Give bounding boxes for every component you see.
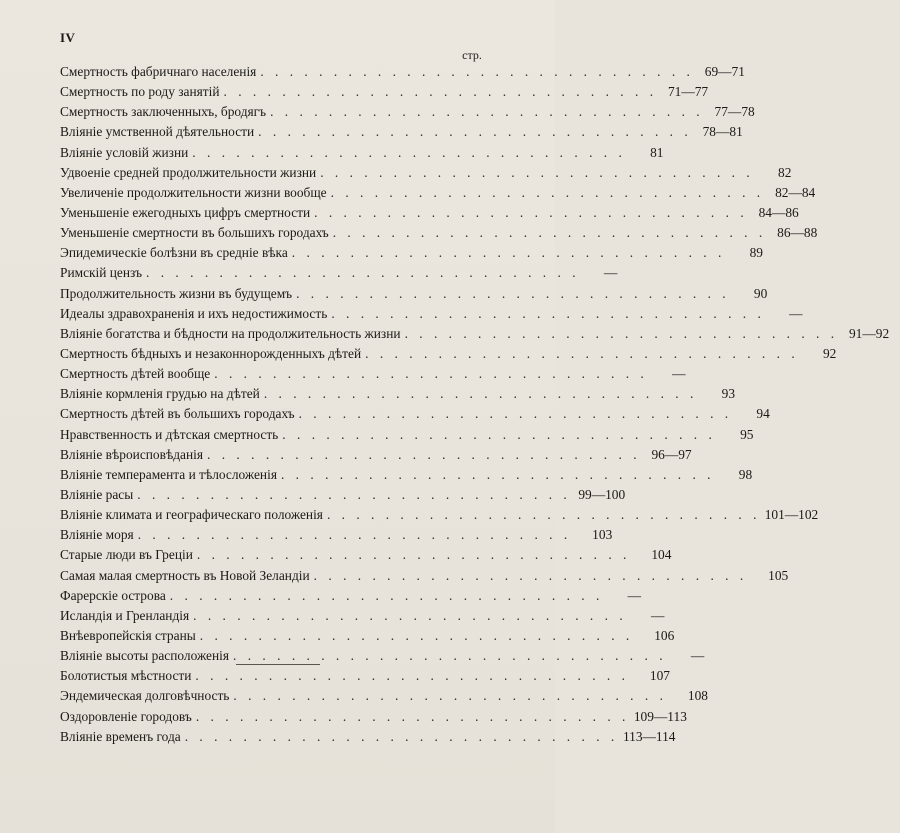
toc-entry	[60, 203, 799, 223]
toc-entry-title: Вліяніе умственной дѣятельности	[60, 124, 255, 140]
toc-entry	[60, 183, 816, 203]
dot-leader: . . . . . . . . . . . . . . . . . . . . . . . . . . . . . .	[196, 547, 631, 563]
toc-entry-pages: —	[690, 648, 705, 664]
dot-leader: . . . . . . . . . . . . . . . . . . . . . . . . . . . . . .	[214, 366, 648, 382]
dot-leader: . . . . . . . . . . . . . . . . . . . . . . . . . . . . . .	[270, 104, 704, 120]
dot-leader: . . . . . . . . . . . . . . . . . . . . . . . . . . . . . .	[199, 627, 634, 643]
dot-leader: . . . . . . . . . . . . . . . . . . . . . . . . . . . . . .	[320, 164, 754, 180]
dot-leader: . . . . . . . . . . . . . . . . . . . . . . . . . . . . . .	[404, 325, 839, 341]
dot-leader: . . . . . . . . . . . . . . . . . . . . . . . . . . . . . .	[314, 204, 748, 220]
toc-entry	[60, 404, 770, 424]
toc-entry	[60, 143, 664, 163]
toc-entry-title: Вліяніе вѣроисповѣданія	[60, 446, 204, 462]
dot-leader: . . . . . . . . . . . . . . . . . . . . . . . . . . . . . .	[184, 728, 619, 744]
dot-leader: . . . . . . . . . . . . . . . . . . . . . . . . . . . . . .	[326, 507, 761, 523]
toc-entry-pages: 86—88	[777, 225, 818, 241]
toc-entry	[60, 284, 768, 304]
toc-entry-pages: 95	[740, 426, 754, 442]
toc-entry-pages: 106	[654, 627, 675, 643]
toc-entry-pages: 81	[650, 144, 664, 160]
toc-entry-pages: 69—71	[704, 64, 745, 79]
toc-entry	[60, 545, 672, 565]
dot-leader: . . . . . . . . . . . . . . . . . . . . . . . . . . . . . .	[233, 648, 667, 664]
closing-rule	[236, 664, 320, 665]
toc-entry	[60, 102, 755, 122]
toc-entry-title: Уменьшеніе ежегодныхъ цифръ смертности	[60, 204, 311, 220]
toc-entry	[60, 626, 675, 646]
toc-entry-title: Вліяніе климата и географическаго положенія	[60, 507, 323, 523]
toc-entry-pages: 91—92	[848, 325, 890, 341]
toc-entry-title: Нравственность и дѣтская смертность	[60, 426, 279, 442]
toc-entry-title: Старые люди въ Греціи	[60, 547, 193, 563]
toc-entry-pages: 99—100	[578, 486, 626, 502]
toc-entry	[60, 263, 618, 283]
toc-entry-pages: —	[672, 366, 686, 382]
toc-entry	[60, 82, 709, 102]
toc-entry	[60, 344, 837, 364]
dot-leader: . . . . . . . . . . . . . . . . . . . . . . . . . . . . . .	[258, 124, 692, 140]
toc-entry	[60, 505, 819, 525]
toc-entry-title: Смертность фабричнаго населенія	[60, 64, 257, 79]
page-number: IV	[60, 30, 76, 45]
toc-entry	[60, 707, 687, 727]
dot-leader: . . . . . . . . . . . . . . . . . . . . . . . . . . . . . .	[207, 446, 641, 462]
toc-entry-title: Самая малая смертность въ Новой Зеландіи	[60, 567, 310, 583]
toc-entry-pages: 90	[753, 285, 768, 301]
dot-leader: . . . . . . . . . . . . . . . . . . . . . . . . . . . . . .	[365, 345, 799, 361]
toc-entry	[60, 62, 745, 82]
toc-entry-title: Уменьшеніе смертности въ большихъ городахъ	[60, 225, 329, 241]
toc-entry-pages: —	[603, 265, 618, 281]
toc-entry-pages: 93	[721, 386, 736, 402]
toc-entry-title: Исландія и Гренландія	[60, 607, 190, 623]
toc-entry-title: Вліяніе расы	[60, 486, 134, 502]
toc-entry-title: Продолжительность жизни въ будущемъ	[60, 285, 293, 301]
dot-leader: . . . . . . . . . . . . . . . . . . . . . . . . . . . . . .	[223, 84, 658, 100]
toc-entry-title: Вліяніе кормленія грудью на дѣтей	[60, 386, 260, 402]
toc-entry-title: Внѣевропейскія страны	[60, 627, 196, 643]
toc-entry-pages: 104	[651, 547, 672, 563]
toc-entry	[60, 364, 686, 384]
toc-entry	[60, 666, 670, 686]
toc-entry-title: Болотистыя мѣстности	[60, 668, 192, 684]
toc-entry-pages: 101—102	[764, 507, 819, 523]
toc-entry	[60, 525, 613, 545]
toc-entry	[60, 727, 676, 747]
toc-entry-title: Фарерскіе острова	[60, 587, 166, 603]
toc-entry-title: Идеалы здравохраненія и ихъ недостижимость	[60, 305, 328, 321]
toc-entry-pages: 94	[756, 406, 770, 422]
pages-column-header: стр.	[462, 48, 482, 62]
toc-entry-title: Смертность дѣтей вообще	[60, 366, 211, 382]
dot-leader: . . . . . . . . . . . . . . . . . . . . . . . . . . . . . .	[331, 305, 765, 321]
toc-entry-pages: 89	[749, 245, 763, 261]
toc-entry-pages: 107	[649, 668, 670, 684]
dot-leader: . . . . . . . . . . . . . . . . . . . . . . . . . . . . . .	[169, 587, 604, 603]
dot-leader: . . . . . . . . . . . . . . . . . . . . . . . . . . . . . .	[282, 426, 716, 442]
toc-entry	[60, 122, 743, 142]
toc-entry	[60, 465, 753, 485]
dot-leader: . . . . . . . . . . . . . . . . . . . . . . . . . . . . . .	[260, 64, 694, 79]
toc-entry-pages: 77—78	[714, 104, 755, 120]
dot-leader: . . . . . . . . . . . . . . . . . . . . . . . . . . . . . .	[263, 386, 698, 402]
dot-leader: . . . . . . . . . . . . . . . . . . . . . . . . . . . . . .	[137, 486, 571, 502]
toc-entry	[60, 223, 818, 243]
toc-entry	[60, 324, 890, 344]
toc-entry	[60, 384, 736, 404]
dot-leader: . . . . . . . . . . . . . . . . . . . . . . . . . . . . . .	[137, 527, 572, 543]
dot-leader: . . . . . . . . . . . . . . . . . . . . . . . . . . . . . .	[146, 265, 580, 281]
toc-entry-pages: —	[627, 587, 641, 603]
toc-entry-pages: 82—84	[775, 184, 816, 200]
toc-entry-pages: 84—86	[758, 204, 799, 220]
toc-entry-title: Эндемическая долговѣчность	[60, 688, 230, 704]
toc-entry	[60, 304, 803, 324]
toc-entry-title: Вліяніе временъ года	[60, 728, 181, 744]
toc-entry-title: Вліяніе темперамента и тѣлосложенія	[60, 466, 277, 482]
toc-entry-title: Смертность бѣдныхъ и незаконнорожденныхъ дѣтей	[60, 345, 362, 361]
toc-entry-pages: 109—113	[633, 708, 687, 724]
toc-entry-pages: 92	[822, 345, 837, 361]
table-of-contents	[60, 62, 890, 747]
toc-entry-title: Смертность дѣтей въ большихъ городахъ	[60, 406, 295, 422]
toc-entry-title: Смертность заключенныхъ, бродягъ	[60, 104, 267, 120]
toc-entry	[60, 566, 789, 586]
toc-entry-pages: 105	[768, 567, 789, 583]
toc-entry-title: Увеличеніе продолжительности жизни вообще	[60, 184, 327, 200]
toc-entry-pages: 78—81	[702, 124, 743, 140]
toc-entry-title: Вліяніе моря	[60, 527, 134, 543]
dot-leader: . . . . . . . . . . . . . . . . . . . . . . . . . . . . . .	[313, 567, 748, 583]
toc-entry	[60, 445, 692, 465]
dot-leader: . . . . . . . . . . . . . . . . . . . . . . . . . . . . . .	[195, 668, 629, 684]
toc-entry-pages: 82	[778, 164, 792, 180]
toc-entry-title: Удвоеніе средней продолжительности жизни	[60, 164, 317, 180]
toc-entry	[60, 586, 641, 606]
dot-leader: . . . . . . . . . . . . . . . . . . . . . . . . . . . . . .	[332, 225, 767, 241]
toc-entry-pages: 108	[687, 688, 708, 704]
toc-entry-title: Вліяніе условій жизни	[60, 144, 189, 160]
toc-entry-title: Вліяніе богатства и бѣдности на продолжительность жизни	[60, 325, 401, 341]
dot-leader: . . . . . . . . . . . . . . . . . . . . . . . . . . . . . .	[291, 245, 726, 261]
toc-entry	[60, 163, 792, 183]
dot-leader: . . . . . . . . . . . . . . . . . . . . . . . . . . . . . .	[233, 688, 667, 704]
toc-entry	[60, 686, 708, 706]
dot-leader: . . . . . . . . . . . . . . . . . . . . . . . . . . . . . .	[195, 708, 630, 724]
toc-entry-title: Оздоровленіе городовъ	[60, 708, 192, 724]
toc-entry	[60, 485, 626, 505]
toc-entry-title: Эпидемическіе болѣзни въ средніе вѣка	[60, 245, 288, 261]
toc-entry	[60, 606, 665, 626]
toc-entry	[60, 425, 754, 445]
toc-entry-title: Римскій цензъ	[60, 265, 143, 281]
dot-leader: . . . . . . . . . . . . . . . . . . . . . . . . . . . . . .	[280, 466, 715, 482]
dot-leader: . . . . . . . . . . . . . . . . . . . . . . . . . . . . . .	[296, 285, 730, 301]
toc-entry-pages: 113—114	[622, 728, 676, 744]
toc-entry-pages: 103	[592, 527, 613, 543]
dot-leader: . . . . . . . . . . . . . . . . . . . . . . . . . . . . . .	[330, 184, 765, 200]
toc-entry	[60, 243, 763, 263]
toc-entry-pages: 71—77	[667, 84, 709, 100]
toc-entry-title: Вліяніе высоты расположенія	[60, 648, 230, 664]
toc-entry-pages: —	[650, 607, 665, 623]
toc-entry-pages: 96—97	[651, 446, 692, 462]
toc-entry-title: Смертность по роду занятій	[60, 84, 220, 100]
dot-leader: . . . . . . . . . . . . . . . . . . . . . . . . . . . . . .	[192, 144, 626, 160]
dot-leader: . . . . . . . . . . . . . . . . . . . . . . . . . . . . . .	[193, 607, 627, 623]
toc-entry-pages: —	[789, 305, 803, 321]
dot-leader: . . . . . . . . . . . . . . . . . . . . . . . . . . . . . .	[298, 406, 733, 422]
toc-entry-pages: 98	[738, 466, 753, 482]
